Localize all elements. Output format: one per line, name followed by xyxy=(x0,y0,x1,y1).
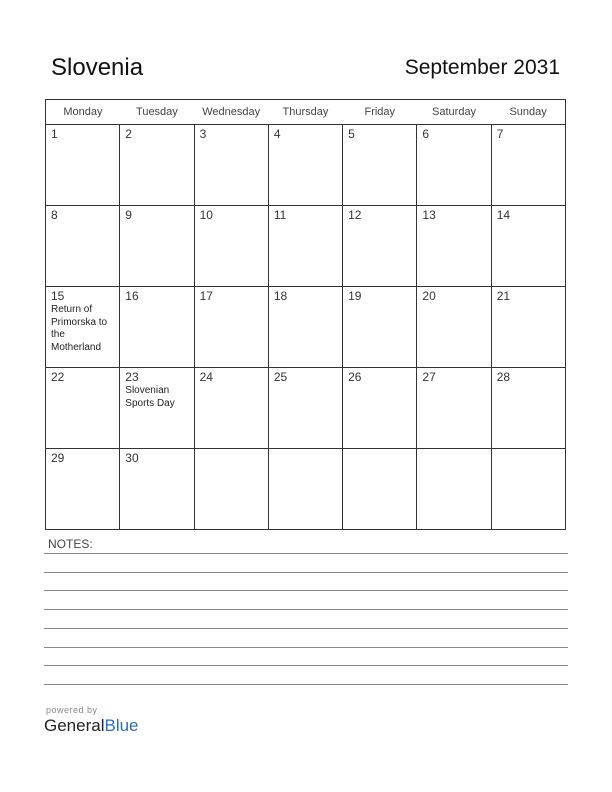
day-cell xyxy=(120,206,194,287)
day-cell xyxy=(268,368,342,449)
day-number: 20 xyxy=(422,289,436,303)
weekday-saturday: Saturday xyxy=(417,100,491,125)
day-cell xyxy=(491,206,565,287)
day-cell xyxy=(417,287,491,368)
holiday-label: Return of Primorska to the Motherland xyxy=(51,304,108,353)
day-cell xyxy=(343,287,417,368)
day-number: 30 xyxy=(125,451,139,465)
day-cell xyxy=(268,125,342,206)
day-number: 24 xyxy=(199,370,213,384)
generalblue-logo xyxy=(44,716,139,736)
day-number: 19 xyxy=(348,289,362,303)
day-cell xyxy=(343,206,417,287)
day-cell xyxy=(343,125,417,206)
day-number: 9 xyxy=(125,208,132,222)
day-number: 21 xyxy=(496,289,511,303)
day-number: 14 xyxy=(496,208,511,222)
day-cell xyxy=(46,125,120,206)
month-year-title: September 2031 xyxy=(404,56,560,79)
day-cell xyxy=(491,368,565,449)
note-line xyxy=(44,553,568,554)
day-cell xyxy=(194,206,268,287)
day-cell xyxy=(194,449,268,530)
day-number: 18 xyxy=(273,289,288,303)
day-number: 10 xyxy=(199,208,213,222)
day-cell xyxy=(46,287,120,368)
country-title: Slovenia xyxy=(51,54,144,81)
holiday-label: Slovenian Sports Day xyxy=(125,385,175,409)
day-number: 4 xyxy=(273,127,281,141)
note-line xyxy=(44,609,568,610)
day-cell xyxy=(417,449,491,530)
day-number: 22 xyxy=(51,370,65,384)
note-line xyxy=(44,647,568,648)
weekday-thursday: Thursday xyxy=(268,100,342,125)
calendar-grid xyxy=(45,99,566,530)
day-cell xyxy=(491,449,565,530)
logo-blue: Blue xyxy=(104,716,139,735)
powered-by-text: powered by xyxy=(46,705,98,715)
day-cell xyxy=(46,449,120,530)
week-row xyxy=(46,206,566,287)
day-cell xyxy=(417,206,491,287)
weekday-friday: Friday xyxy=(343,100,417,125)
day-number: 1 xyxy=(51,127,58,141)
day-cell xyxy=(417,125,491,206)
day-cell xyxy=(343,449,417,530)
day-number: 13 xyxy=(422,208,436,222)
notes-label: NOTES: xyxy=(48,537,93,551)
day-number: 6 xyxy=(422,127,430,141)
day-cell xyxy=(194,125,268,206)
weekday-tuesday: Tuesday xyxy=(120,100,194,125)
day-cell xyxy=(194,287,268,368)
day-cell xyxy=(268,287,342,368)
weekday-wednesday: Wednesday xyxy=(194,100,268,125)
week-row xyxy=(46,449,566,530)
note-line xyxy=(44,684,568,685)
day-number: 23 xyxy=(125,370,139,384)
logo-general: General xyxy=(44,716,105,735)
day-number: 7 xyxy=(496,127,504,141)
day-number: 27 xyxy=(422,370,436,384)
day-number: 3 xyxy=(199,127,207,141)
day-cell xyxy=(417,368,491,449)
day-number: 5 xyxy=(348,127,355,141)
note-line xyxy=(44,665,568,666)
day-number: 2 xyxy=(125,127,132,141)
day-number: 16 xyxy=(125,289,139,303)
note-line xyxy=(44,572,568,573)
day-cell xyxy=(120,287,194,368)
day-cell xyxy=(268,449,342,530)
day-number: 12 xyxy=(348,208,362,222)
day-number: 8 xyxy=(51,208,58,222)
day-number: 11 xyxy=(273,208,287,222)
day-number: 28 xyxy=(496,370,511,384)
note-line xyxy=(44,628,568,629)
day-number: 29 xyxy=(51,451,65,465)
day-cell xyxy=(120,125,194,206)
day-cell xyxy=(491,125,565,206)
day-cell xyxy=(120,368,194,449)
day-number: 26 xyxy=(348,370,362,384)
day-number: 25 xyxy=(273,370,288,384)
day-cell xyxy=(120,449,194,530)
weekday-monday: Monday xyxy=(46,100,120,125)
week-row xyxy=(46,287,566,368)
note-line xyxy=(44,590,568,591)
day-number: 17 xyxy=(199,289,213,303)
day-cell xyxy=(46,206,120,287)
week-row xyxy=(46,125,566,206)
day-number: 15 xyxy=(51,289,65,303)
day-cell xyxy=(343,368,417,449)
week-row xyxy=(46,368,566,449)
weekday-sunday: Sunday xyxy=(491,100,565,125)
day-cell xyxy=(46,368,120,449)
day-cell xyxy=(491,287,565,368)
day-cell xyxy=(268,206,342,287)
day-cell xyxy=(194,368,268,449)
weekday-header-row xyxy=(46,100,566,125)
